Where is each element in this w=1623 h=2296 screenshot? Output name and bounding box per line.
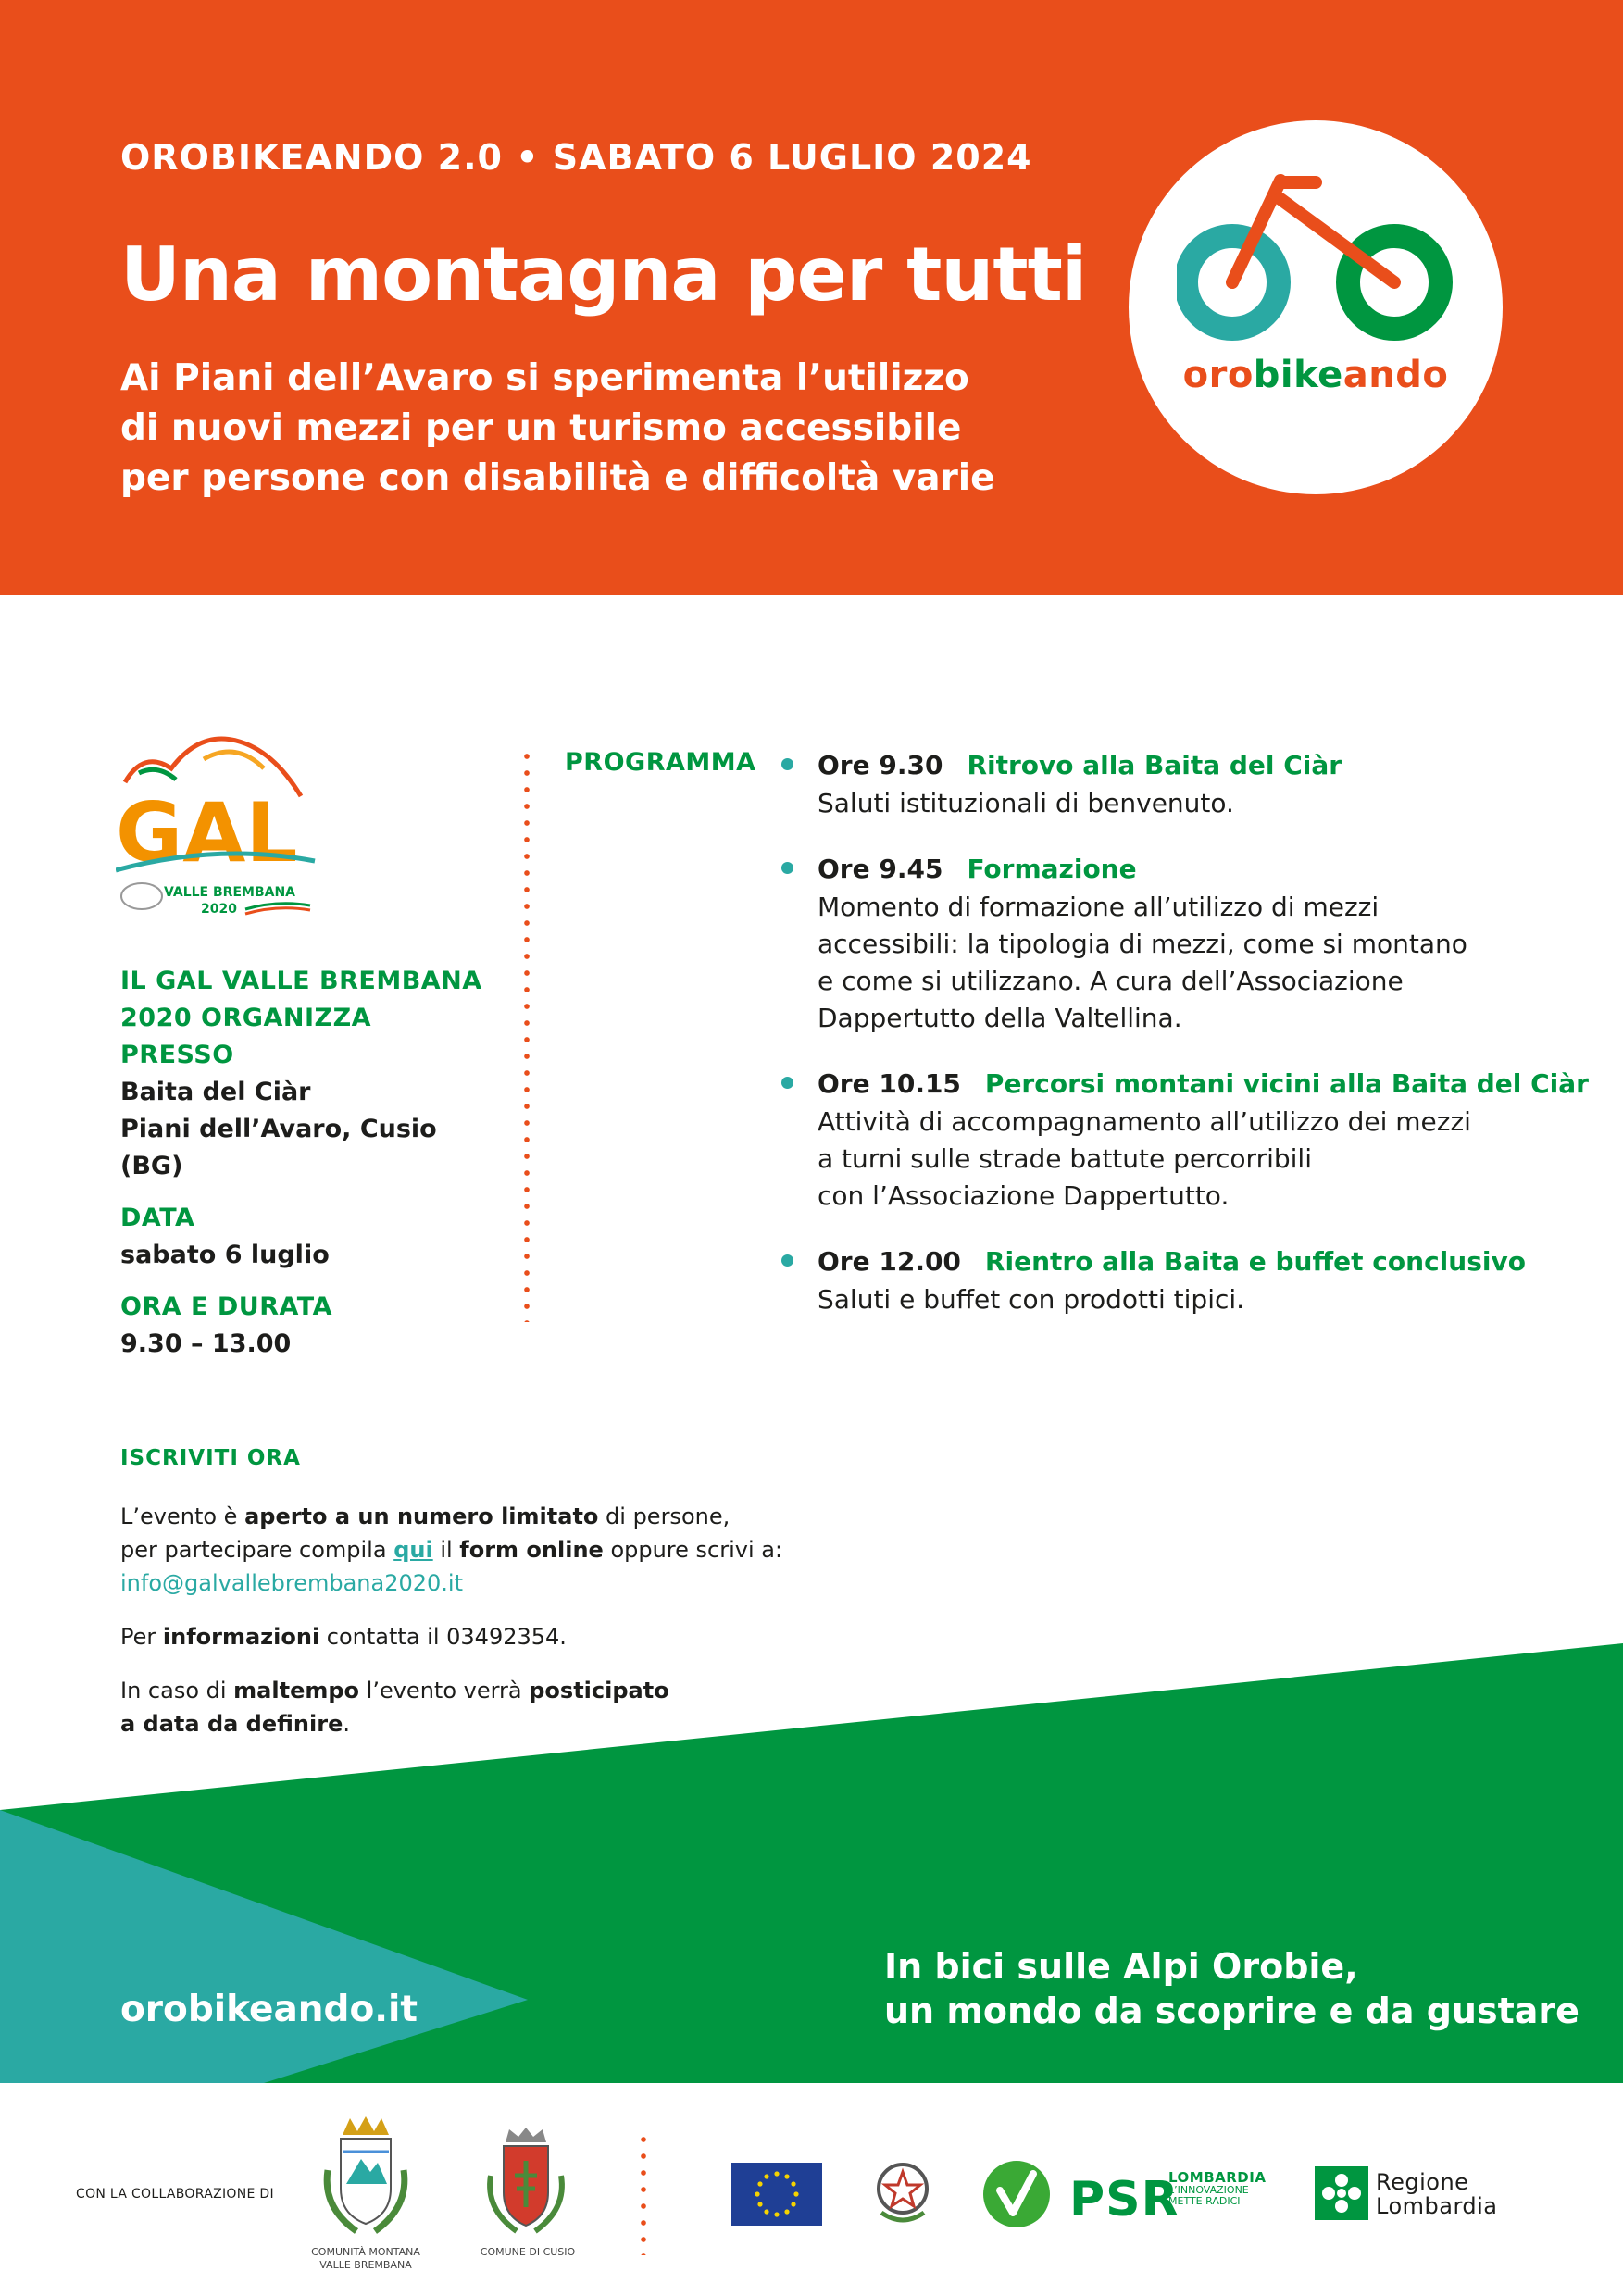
comune-cusio-crest-icon (480, 2124, 572, 2244)
logo-wordmark: orobikeando (1182, 354, 1449, 396)
program-activity: Rientro alla Baita e buffet conclusivo (984, 1246, 1526, 1277)
website-link[interactable]: orobikeando.it (120, 1989, 418, 2030)
bullet-icon (781, 862, 793, 874)
program-item: Ore 9.30 Ritrovo alla Baita del Ciàr Saluti istituzionali di benvenuto. (778, 746, 1592, 822)
bike-icon (1177, 171, 1454, 347)
psr-leaf-icon (981, 2159, 1052, 2229)
subtitle-line: di nuovi mezzi per un turismo accessibile (120, 407, 962, 449)
registration-paragraph: L’evento è aperto a un numero limitato di persone, per partecipare compila qui il form online oppure scrivi a: info@galvallebrembana2020.it (120, 1504, 783, 1596)
program-item: Ore 10.15 Percorsi montani vicini alla Baita del Ciàr Attività di accompagnamento all’utilizzo dei mezzi a turni sulle strade battute percorribili con l’Associazione Dappertutto. (778, 1065, 1592, 1215)
page-title: Una montagna per tutti (120, 231, 1087, 318)
bullet-icon (781, 1077, 793, 1089)
venue-line: Baita del Ciàr (120, 1078, 311, 1106)
program-activity: Formazione (967, 854, 1137, 884)
eu-flag-icon (731, 2163, 822, 2226)
form-link[interactable]: qui (393, 1537, 433, 1563)
registration-title: ISCRIVITI ORA (120, 1446, 301, 1470)
header-banner (0, 0, 1623, 595)
program-time: Ore 10.15 (818, 1068, 961, 1099)
regione-lombardia-text: Regione Lombardia (1376, 2169, 1498, 2219)
psr-logo-text: PSR (1069, 2172, 1180, 2227)
cusio-caption: COMUNE DI CUSIO (480, 2246, 576, 2258)
time-label: ORA E DURATA (120, 1292, 333, 1321)
subtitle-line: Ai Piani dell’Avaro si sperimenta l’utilizzo (120, 357, 969, 399)
footer-dotted-divider (641, 2131, 646, 2255)
date-label: DATA (120, 1204, 195, 1232)
program-activity: Percorsi montani vicini alla Baita del Ciàr (984, 1068, 1589, 1099)
organizer-label-line: IL GAL VALLE BREMBANA (120, 967, 482, 995)
psr-subtitle: LOMBARDIA L’INNOVAZIONE METTE RADICI (1168, 2169, 1267, 2207)
comunita-montana-crest-icon (315, 2115, 417, 2244)
bullet-icon (781, 1254, 793, 1267)
info-paragraph: Per informazioni contatta il 03492354. (120, 1624, 567, 1650)
gal-letters: GAL (116, 785, 298, 880)
gal-logo (116, 731, 329, 926)
venue-line: Piani dell’Avaro, Cusio (BG) (120, 1115, 437, 1180)
program-time: Ore 9.45 (818, 854, 943, 884)
program-item: Ore 12.00 Rientro alla Baita e buffet conclusivo Saluti e buffet con prodotti tipici. (778, 1242, 1592, 1318)
program-label: PROGRAMMA (565, 748, 756, 777)
dotted-divider (524, 748, 530, 1322)
program-time: Ore 9.30 (818, 750, 943, 780)
event-info (120, 963, 491, 1363)
page-subtitle (120, 354, 1028, 504)
organizer-label-line: 2020 ORGANIZZA (120, 1004, 372, 1032)
time-value: 9.30 – 13.00 (120, 1329, 292, 1358)
event-kicker: OROBIKEANDO 2.0 • SABATO 6 LUGLIO 2024 (120, 137, 1032, 178)
program-activity: Ritrovo alla Baita del Ciàr (967, 750, 1342, 780)
italian-republic-emblem-icon (872, 2157, 933, 2227)
program-time: Ore 12.00 (818, 1246, 961, 1277)
date-value: sabato 6 luglio (120, 1241, 330, 1269)
svg-text:VALLE BREMBANA: VALLE BREMBANA (164, 885, 296, 900)
organizer-label-line: PRESSO (120, 1041, 234, 1069)
program-item: Ore 9.45 Formazione Momento di formazione all’utilizzo di mezzi accessibili: la tipologia di mezzi, come si montano e come si utilizzano. A cura dell’Associazione Dappertutto della Valtellina. (778, 850, 1592, 1037)
subtitle-line: per persone con disabilità e difficoltà varie (120, 457, 995, 499)
email-link[interactable]: info@galvallebrembana2020.it (120, 1570, 463, 1596)
collaboration-label: CON LA COLLABORAZIONE DI (76, 2187, 274, 2202)
regione-lombardia-icon (1315, 2166, 1368, 2220)
svg-text:2020: 2020 (201, 902, 237, 917)
slogan: In bici sulle Alpi Orobie, un mondo da scoprire e da gustare (884, 1946, 1579, 2031)
weather-paragraph: In caso di maltempo l’evento verrà posticipato a data da definire. (120, 1678, 669, 1737)
program-list (778, 746, 1592, 1346)
orobikeando-logo (1129, 120, 1503, 494)
bullet-icon (781, 758, 793, 770)
cm-caption: COMUNITÀ MONTANA VALLE BREMBANA (311, 2246, 420, 2271)
